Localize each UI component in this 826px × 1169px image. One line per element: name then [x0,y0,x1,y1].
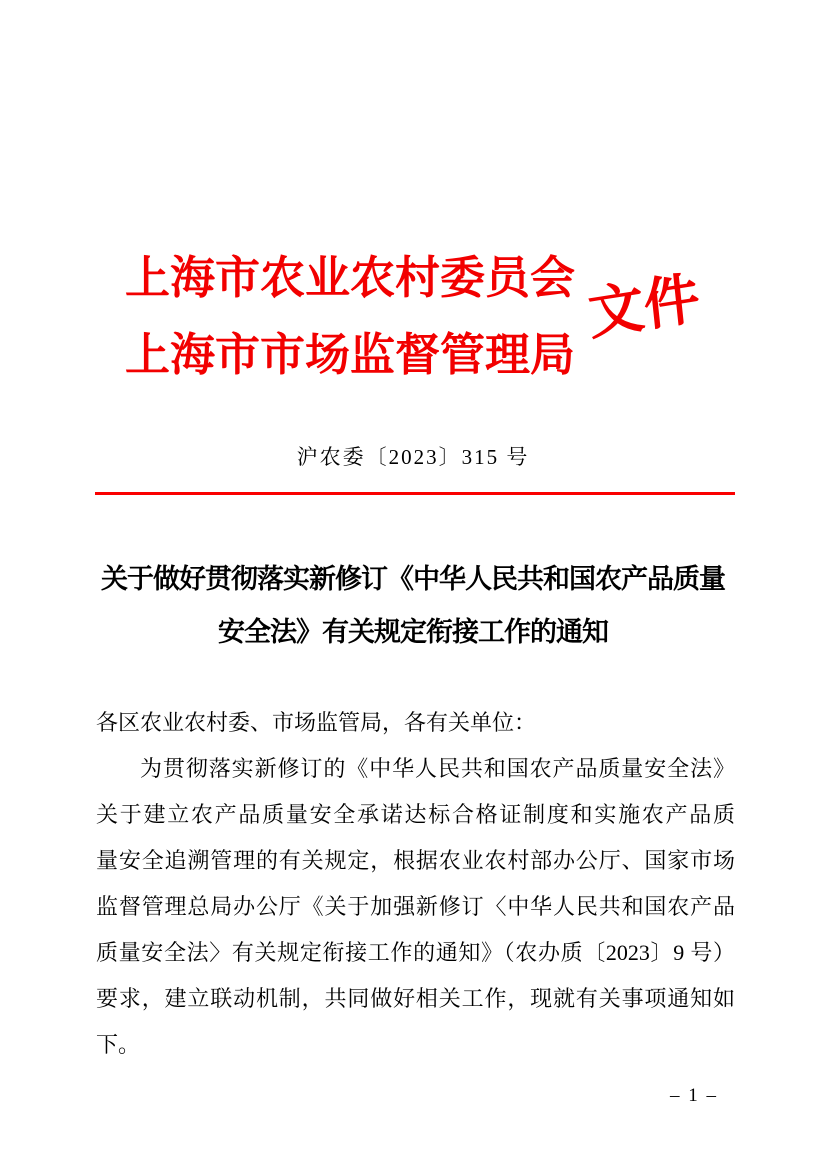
document-type-label: 文件 [585,267,703,348]
paragraph-line: 量安全追溯管理的有关规定，根据农业农村部办公厅、国家市场 [96,848,735,873]
document-body [96,700,735,1068]
issuer-name-line1: 上海市农业农村委员会 [124,253,575,303]
paragraph-line: 质量安全法〉有关规定衔接工作的通知》（农办质〔2023〕9 号） [96,940,735,965]
red-separator-rule [95,492,735,495]
paragraph-line: 监督管理总局办公厅《关于加强新修订〈中华人民共和国农产品 [96,894,735,919]
salutation-line: 各区农业农村委、市场监管局，各有关单位： [96,710,537,735]
paragraph-line: 下。 [96,1032,141,1057]
document-title-line2: 安全法》有关规定衔接工作的通知 [218,617,608,647]
letterhead-issuers [100,240,600,394]
paragraph-line: 为贯彻落实新修订的《中华人民共和国农产品质量安全法》 [140,756,735,781]
document-title-line1: 关于做好贯彻落实新修订《中华人民共和国农产品质量 [101,564,725,594]
document-number: 沪农委〔2023〕315 号 [296,445,530,469]
paragraph-line: 要求，建立联动机制，共同做好相关工作，现就有关事项通知如 [96,986,735,1011]
page-number: – 1 – [670,1085,718,1106]
document-title [93,553,733,659]
issuer-name-line2: 上海市市场监督管理局 [124,330,575,380]
paragraph-line: 关于建立农产品质量安全承诺达标合格证制度和实施农产品质 [96,802,735,827]
